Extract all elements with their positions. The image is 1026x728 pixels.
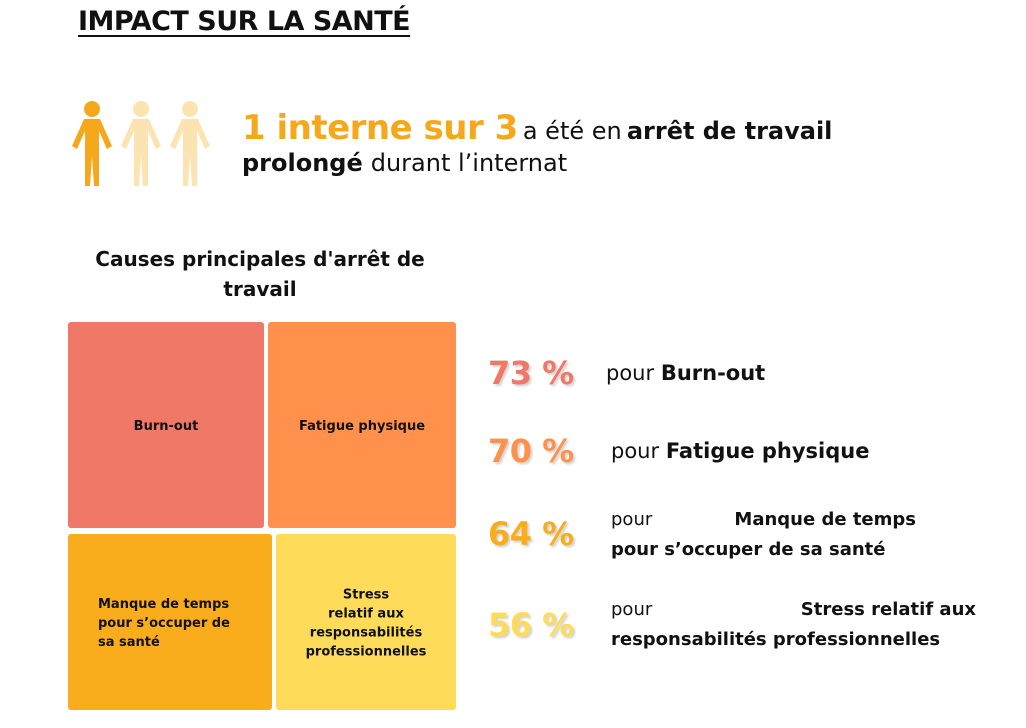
tile-label: sa santé (98, 635, 160, 650)
tile-label: Stress (342, 587, 390, 603)
person-icon (121, 101, 161, 186)
desc-bold-line-1: Manque de temps (734, 509, 916, 530)
tile-label: professionnelles (305, 644, 427, 660)
treemap-title (75, 244, 445, 304)
desc-line-1 (611, 595, 976, 625)
desc-prefix: pour (606, 361, 655, 385)
stat-bold-1: arrêt de travail (626, 117, 833, 145)
stat-line-1 (242, 108, 832, 148)
tile-label: Fatigue physique (298, 419, 426, 434)
treemap-chart (66, 320, 458, 712)
pct-stress: 56 % (488, 606, 574, 644)
tile-label: pour s’occuper de (98, 616, 230, 631)
pct-manque: 64 % (488, 515, 574, 553)
page-title: IMPACT SUR LA SANTÉ (78, 6, 411, 37)
desc-bold: Burn-out (660, 361, 766, 385)
tile-label: responsabilités (309, 625, 423, 641)
desc-prefix: pour (611, 439, 660, 463)
pct-burnout: 73 % (488, 354, 574, 392)
stat-bold-2: prolongé (242, 149, 363, 177)
person-icon (170, 101, 210, 186)
treemap-title-line-2: travail (223, 277, 297, 301)
stat-text-2: durant l’internat (370, 149, 568, 177)
stat-highlight: 1 interne sur 3 (242, 108, 518, 148)
desc-prefix: pour (611, 599, 653, 620)
desc-bold-line-1: Stress relatif aux (800, 599, 976, 620)
desc-line-1 (611, 505, 916, 535)
desc-manque (611, 505, 916, 565)
person-icon (72, 101, 112, 186)
desc-bold: Fatigue physique (665, 439, 870, 463)
desc-stress (611, 595, 976, 655)
desc-bold-line-2: responsabilités professionnelles (611, 629, 941, 650)
tile-stress (276, 534, 456, 710)
desc-fatigue (611, 439, 869, 463)
stat-line-2 (242, 148, 567, 177)
desc-prefix: pour (611, 509, 653, 530)
desc-burnout (606, 361, 765, 385)
people-icons (66, 100, 216, 186)
stat-text-1: a été en (522, 117, 622, 145)
treemap-title-line-1: Causes principales d'arrêt de (95, 247, 425, 271)
tile-label: Manque de temps (98, 597, 230, 612)
desc-bold-line-2: pour s’occuper de sa santé (611, 539, 886, 560)
tile-label: Burn-out (133, 419, 199, 434)
tile-label: relatif aux (328, 606, 404, 622)
pct-fatigue: 70 % (488, 432, 574, 470)
